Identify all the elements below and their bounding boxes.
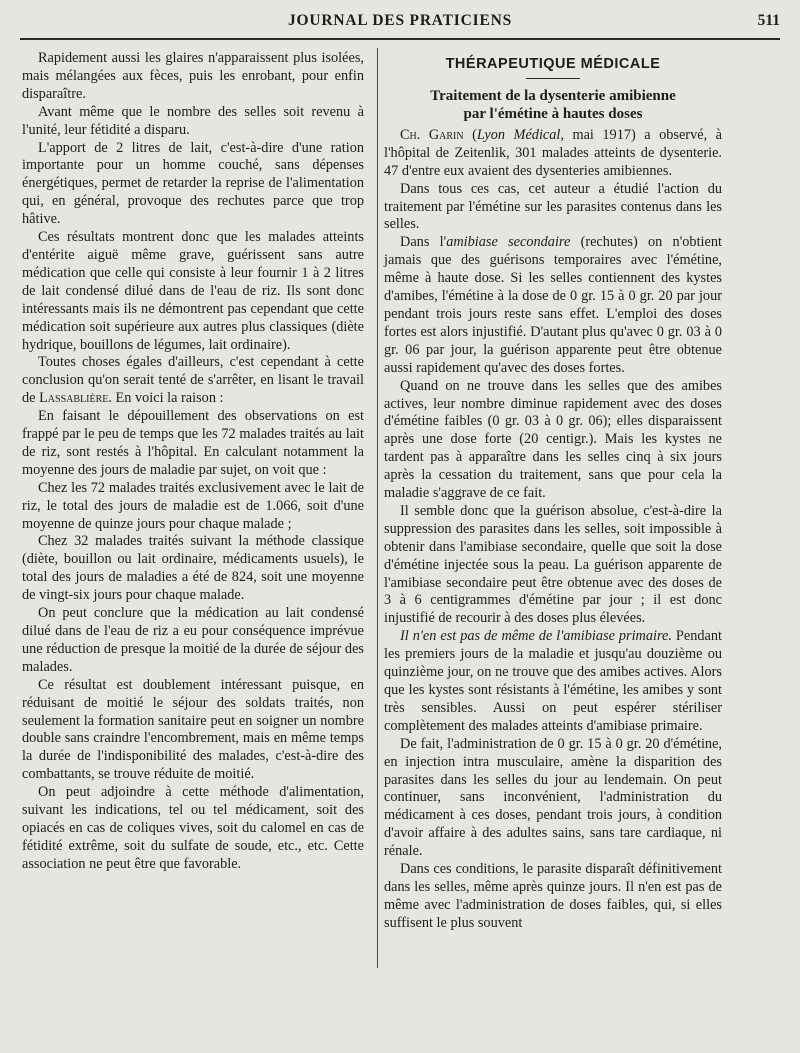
right-column <box>384 50 722 933</box>
paragraph-text: ( <box>463 126 477 143</box>
paragraph: Avant même que le nombre des selles soit revenu à l'unité, leur fétidité a disparu. <box>22 103 364 138</box>
article-title-line: Traitement de la dysenterie amibienne <box>430 87 676 104</box>
article-title-line: par l'émétine à hautes doses <box>463 105 643 122</box>
source-title: Lyon Médical <box>476 126 561 143</box>
paragraph-text: Toutes choses égales d'ailleurs, c'est cependant à cette conclusion qu'on serait tenté de s'arrêter, en lisant le travail de <box>22 354 364 407</box>
paragraph: On peut conclure que la médication au lait condensé dilué dans de l'eau de riz a eu pour conséquence imprévue une réduction de presque la moitié de la durée de séjour des malades. <box>22 605 364 675</box>
paragraph: Il semble donc que la guérison absolue, c'est-à-dire la suppression des parasites dans les selles, soit impossible à obtenir dans l'amibiase secondaire, quelle que soit la dose d'émétine injectée sous la peau. La guérison apparente de l'amibiase secondaire peut être obtenue avec des doses de 3 à 6 centigrammes d'émétine par jour ; il est donc injustifié de recourir à des doses plus élevées. <box>384 502 722 627</box>
paragraph <box>384 127 722 181</box>
paragraph: Dans ces conditions, le parasite disparaît définitivement dans les selles, même après quinze jours. Il n'en est pas de même avec l'administration de doses faibles, qui, si elles suffisent le plus souvent <box>384 861 722 931</box>
left-column <box>22 50 364 874</box>
paragraph: Ces résultats montrent donc que les malades atteints d'entérite aiguë même grave, guérissent sans autre médication que celle qui consiste à leur fournir 1 à 2 litres de lait condensé dilué dans de l'eau de riz. Ils sont donc intéressants mais ils ne démontrent pas cependant que cette médication soit supérieure aux autres plus classiques (diète hydrique, bouillons de légumes, lait ordinaire). <box>22 229 364 353</box>
paragraph <box>384 234 722 377</box>
paragraph <box>384 628 722 735</box>
paragraph <box>22 354 364 408</box>
paragraph: Ce résultat est doublement intéressant puisque, en réduisant de moitié le séjour des soldats traités, non seulement la formation sanitaire peut en soigner un nombre double sans craindre l'encombrement, mais en même temps la durée de l'indisponibilité des malades, c'est-à-dire des combattants, se trouve réduite de moitié. <box>22 676 364 783</box>
paragraph-text: Dans l' <box>400 234 447 251</box>
page-number: 511 <box>757 12 780 29</box>
paragraph: Dans tous ces cas, cet auteur a étudié l'action du traitement par l'émétine sur les parasites contenus dans les selles. <box>384 180 722 233</box>
paragraph: Quand on ne trouve dans les selles que des amibes actives, leur nombre diminue rapidement avec des doses d'émétine faibles (0 gr. 03 à 0 gr. 06); elles disparaissent après une dose forte (20 centigr.). Mais les kystes ne tardent pas à apparaître dans les selles cinq à six jours après la cessation du traitement, sans que pour cela la maladie s'aggrave de ce fait. <box>384 377 722 502</box>
section-rule <box>526 78 580 79</box>
paragraph-text: Pendant les premiers jours de la maladie et jusqu'au douzième ou quinzième jour, on ne trouve que des amibes actives. Alors que les kystes sont résistants à l'émétine, les amibes y sont très sensibles. Aussi on peut espérer stériliser complètement des malades atteints d'amibiase primaire. <box>384 628 722 734</box>
paragraph: On peut adjoindre à cette méthode d'alimentation, suivant les indications, tel ou tel médicament, soit des opiacés en cas de coliques vives, soit du calomel en cas de fétidité extrême, soit du sulfate de soude, etc., etc. Cette association ne peut être que favorable. <box>22 784 364 872</box>
section-title: THÉRAPEUTIQUE MÉDICALE <box>445 56 661 72</box>
journal-title: JOURNAL DES PRATICIENS <box>287 12 513 29</box>
header-rule <box>20 38 780 40</box>
paragraph: En faisant le dépouillement des observations on est frappé par le peu de temps que les 72 malades traités au lait de riz, sont restés à l'hôpital. En calculant notamment la moyenne des jours de maladie par sujet, on voit que : <box>22 408 364 478</box>
emphasis: Il n'en est pas de même de l'amibiase primaire. <box>400 628 672 645</box>
paragraph: De fait, l'administration de 0 gr. 15 à 0 gr. 20 d'émétine, en injection intra musculaire, amène la disparition des parasites dans les selles du jour au lendemain. On peut continuer, sans inconvénient, l'administration du médicament à ces doses, pendant trois jours, à condition d'avoir affaire à des adultes sains, sans tare cardiaque, ni rénale. <box>384 735 722 860</box>
author-name: Ch. Garin <box>400 126 464 143</box>
author-name: Lassablière <box>39 390 109 407</box>
page-header <box>20 8 780 34</box>
paragraph: Chez 32 malades traités suivant la méthode classique (diète, bouillon ou lait ordinaire, médicaments usuels), le total des jours de maladies a été de 824, soit une moyenne de vingt-six jours pour chaque malade. <box>22 533 364 604</box>
emphasis: amibiase secondaire <box>446 234 571 251</box>
paragraph: L'apport de 2 litres de lait, c'est-à-dire d'une ration importante pour un homme couché, sans dépenses énergétiques, permet de retarder la reprise de l'alimentation qui, en général, provoque des rechutes parce que trop hâtive. <box>22 139 364 228</box>
article-title <box>384 87 722 123</box>
column-divider <box>377 48 378 968</box>
paragraph-text: (rechutes) on n'obtient jamais que des guérisons temporaires avec l'émétine, même à haute dose. Si les selles contiennent des kystes d'amibes, l'émétine à la dose de 0 gr. 15 à 0 gr. 20 par jour pendant trois jours reste sans effet. L'emploi des doses fortes est alors injustifié. D'autant plus qu'avec 0 gr. 03 à 0 gr. 06 par jour, la guérison apparente peut être obtenue aussi rapidement qu'avec des doses fortes. <box>384 234 722 376</box>
paragraph-text: . En voici la raison : <box>108 390 224 407</box>
paragraph-text: , mai 1917) a observé, à l'hôpital de Zeitenlik, 301 malades atteints de dysenterie. 47 d'entre eux avaient des dysenteries amibiennes. <box>384 126 722 179</box>
paragraph: Chez les 72 malades traités exclusivement avec le lait de riz, le total des jours de maladie est de 1.066, soit d'une moyenne de quinze jours pour chaque malade ; <box>22 479 364 532</box>
paragraph: Rapidement aussi les glaires n'apparaissent plus isolées, mais mélangées aux fèces, puis les enrobant, pour enfin disparaître. <box>22 50 364 102</box>
